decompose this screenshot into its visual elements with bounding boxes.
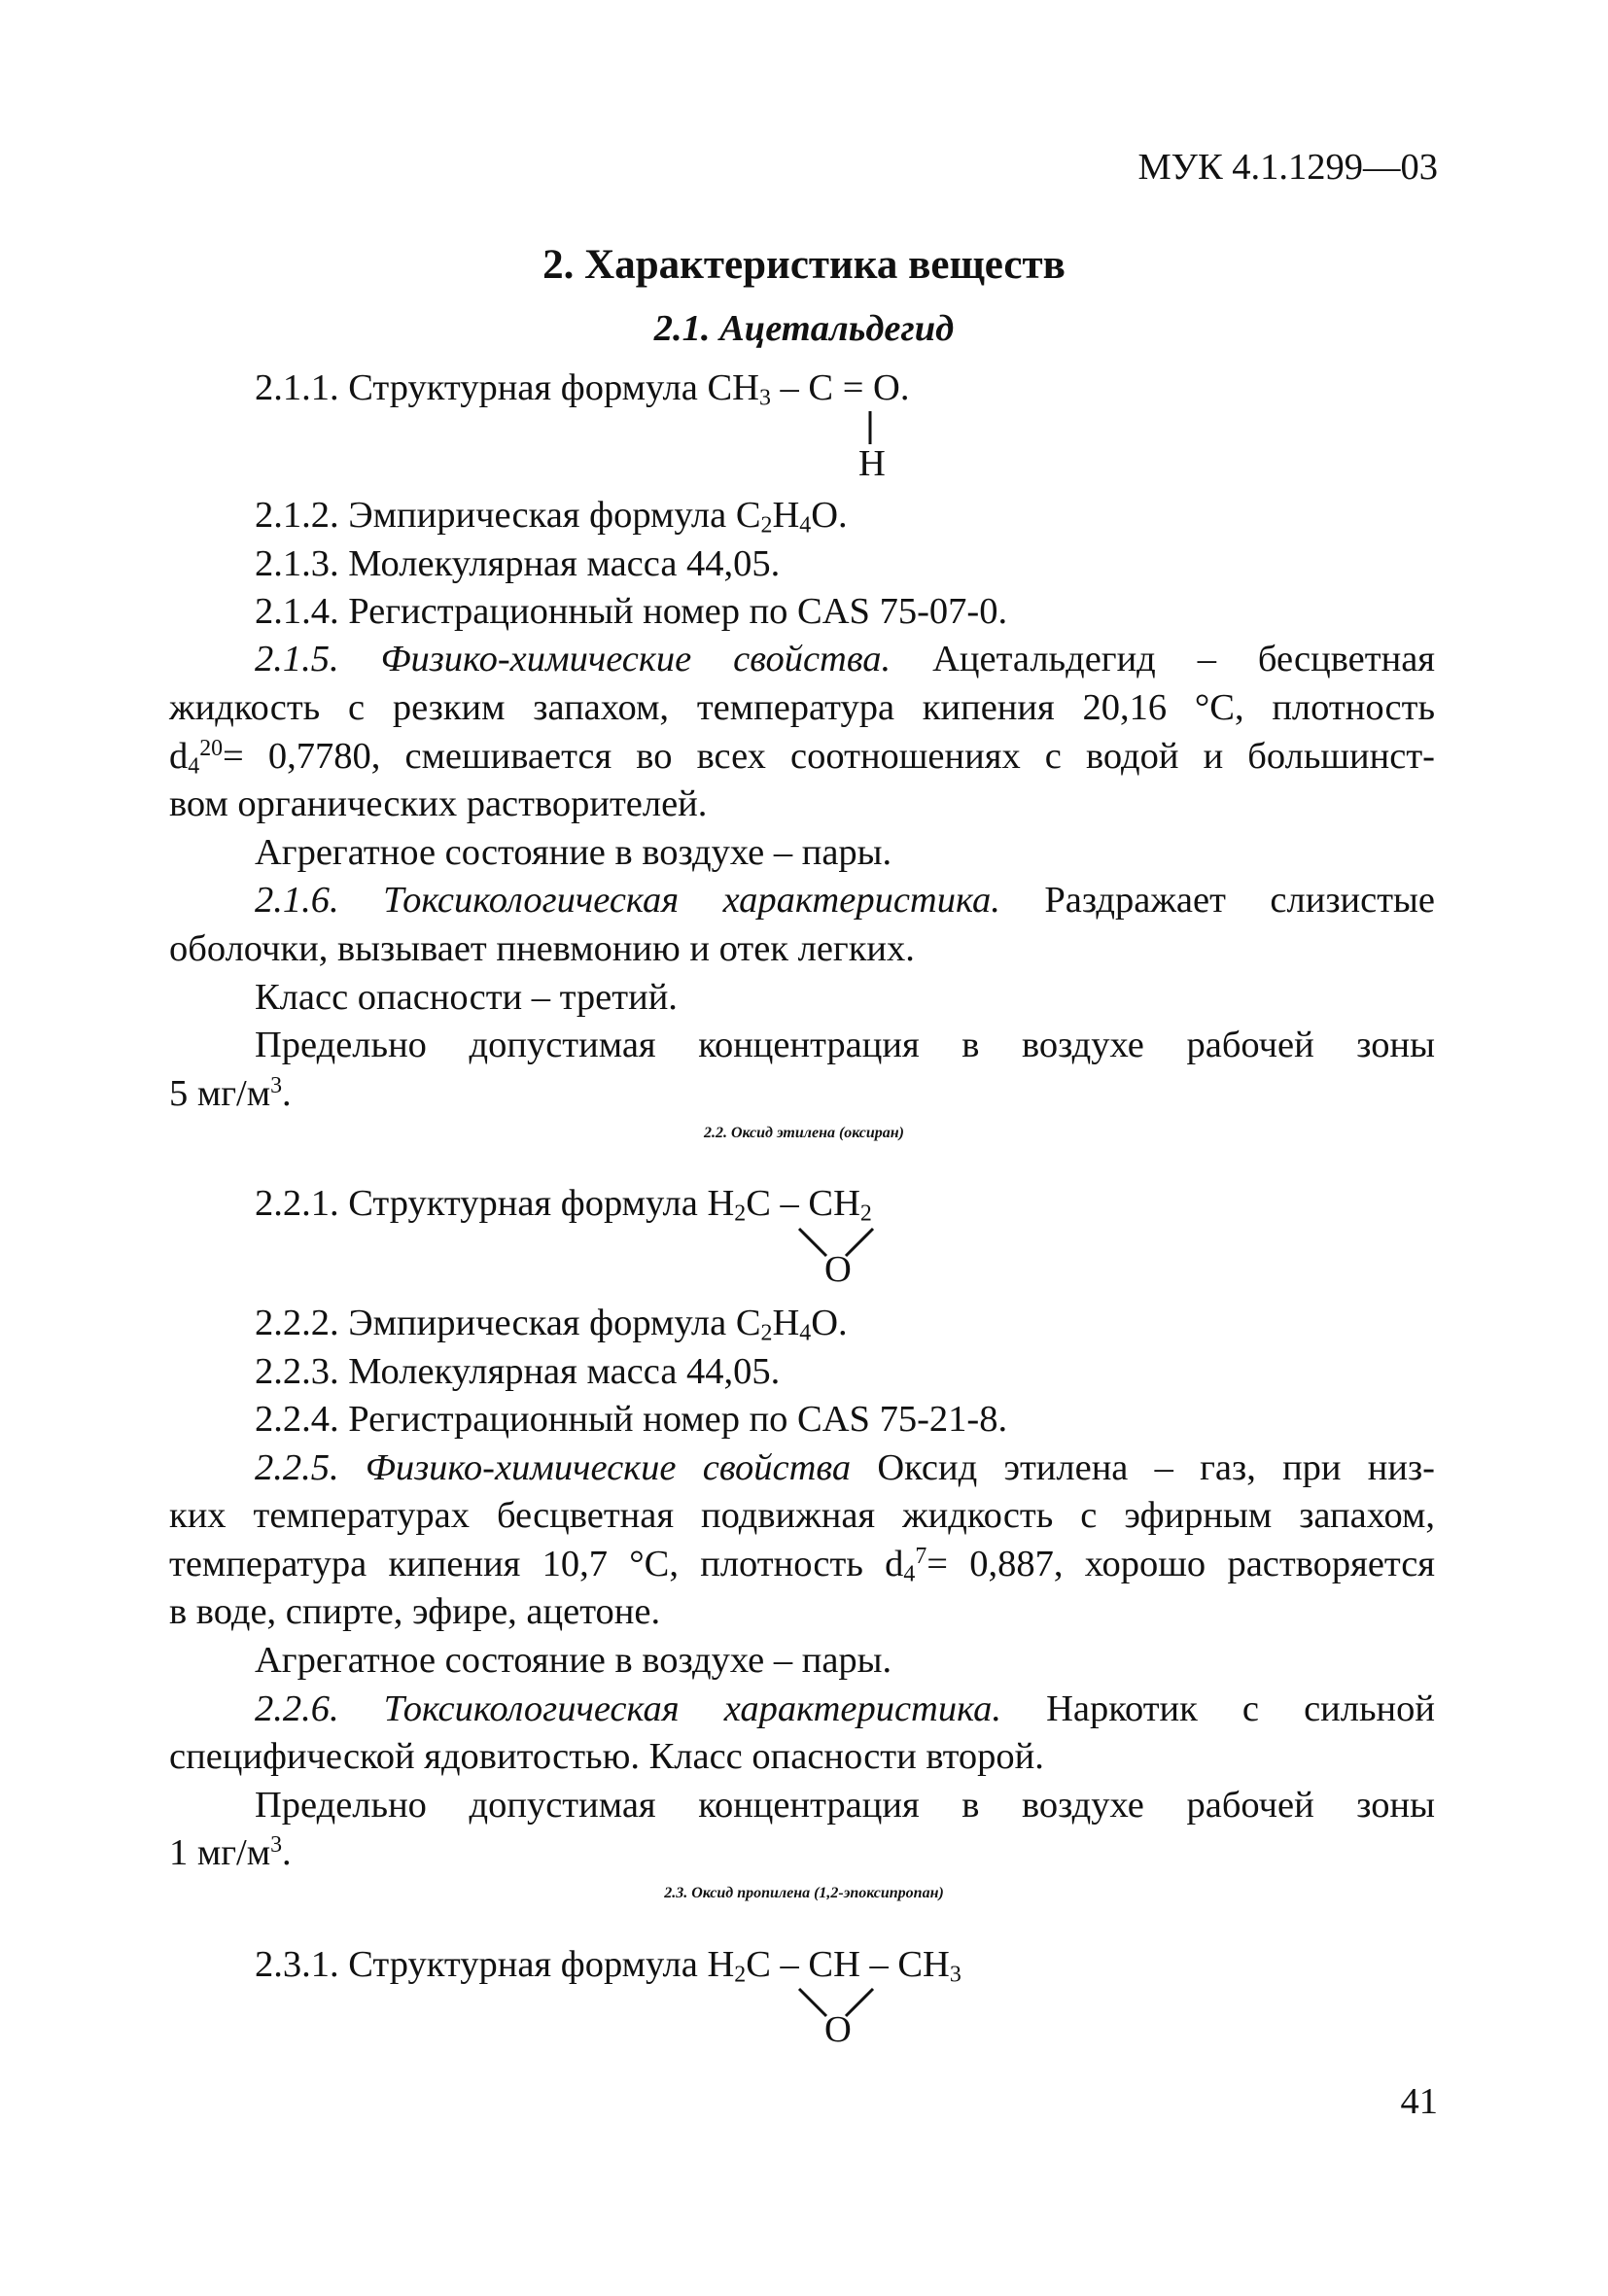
max-concentration-line: Предельно допустимая концентрация в воздухе рабочей зоны — [255, 1025, 1435, 1065]
physchem-paragraph-line: 2.2.5. Физико-химические свойства Оксид этилена – газ, при низ- — [255, 1447, 1435, 1488]
structural-formula-label: 2.1.1. Структурная формула $CH_3 - C = O$. — [255, 367, 910, 411]
max-concentration-value: 1 $мг/м^3$. — [169, 1831, 292, 1873]
molecular-mass-line: 2.1.3. Молекулярная масса 44,05. — [255, 543, 781, 584]
page-number: 41 — [1400, 2081, 1438, 2122]
formula-ethylene-oxide: $H_2C - CH_2$ — [707, 1183, 872, 1227]
formula-acetaldehyde: $CH_3 - C = O$. — [707, 367, 910, 411]
physchem-paragraph-line: температура кипения 10,7 °C, плотность $d_4^7= 0,887$, хорошо растворяется — [169, 1543, 1435, 1587]
physchem-paragraph-line: ких температурах бесцветная подвижная жидкость с эфирным запахом, — [169, 1495, 1435, 1536]
subsection-title-propylene-oxide: 2.3. Оксид пропилена (1,2-эпоксипропан) — [664, 1885, 944, 1901]
formula-oxygen: O — [824, 2009, 852, 2050]
formula-hydrogen: H — [858, 443, 886, 484]
formula-oxygen: O — [824, 1249, 852, 1290]
cas-number-line: 2.1.4. Регистрационный номер по CAS 75-07-0. — [255, 591, 1008, 632]
vertical-bond — [868, 411, 872, 444]
empirical-formula-line: 2.2.2. Эмпирическая формула $C_2H_4O$. — [255, 1303, 848, 1346]
aggregate-state-line: Агрегатное состояние в воздухе – пары. — [255, 1640, 892, 1681]
aggregate-state-line: Агрегатное состояние в воздухе – пары. — [255, 832, 892, 873]
structural-formula-label: 2.2.1. Структурная формула $H_2C - CH_2$ — [255, 1183, 872, 1227]
physchem-paragraph-line: 2.1.5. Физико-химические свойства. Ацетальдегид – бесцветная — [255, 639, 1436, 679]
section-title: 2. Характеристика веществ — [542, 242, 1066, 288]
max-concentration-line: Предельно допустимая концентрация в воздухе рабочей зоны — [255, 1785, 1435, 1826]
toxicology-paragraph-line: специфической ядовитостью. Класс опасности второй. — [169, 1736, 1044, 1777]
formula-propylene-oxide: $H_2C$ – CH – $CH_3$ — [707, 1944, 961, 1988]
max-concentration-value: 5 $мг/м^3$. — [169, 1072, 292, 1114]
physchem-paragraph-line: $d_4^{20}= 0,7780$, смешивается во всех соотношениях с водой и большинст- — [169, 735, 1435, 780]
subsection-title-ethylene-oxide: 2.2. Оксид этилена (оксиран) — [704, 1125, 904, 1141]
physchem-paragraph-line: жидкость с резким запахом, температура кипения 20,16 °C, плотность — [169, 687, 1435, 728]
molecular-mass-line: 2.2.3. Молекулярная масса 44,05. — [255, 1351, 781, 1392]
physchem-paragraph-line: вом органических растворителей. — [169, 783, 708, 824]
toxicology-paragraph-line: 2.1.6. Токсикологическая характеристика. Раздражает слизистые — [255, 880, 1436, 921]
hazard-class-line: Класс опасности – третий. — [255, 977, 678, 1018]
cas-number-line: 2.2.4. Регистрационный номер по CAS 75-21-8. — [255, 1399, 1008, 1440]
empirical-formula-line: 2.1.2. Эмпирическая формула $C_2H_4O$. — [255, 495, 848, 539]
toxicology-paragraph-line: 2.2.6. Токсикологическая характеристика. Наркотик с сильной — [255, 1688, 1435, 1729]
subsection-title-acetaldehyde: 2.1. Ацетальдегид — [653, 308, 955, 349]
structural-formula-label: 2.3.1. Структурная формула $H_2C$ – CH – $CH_3$ — [255, 1944, 961, 1988]
document-code: МУК 4.1.1299—03 — [1137, 147, 1438, 188]
physchem-paragraph-line: в воде, спирте, эфире, ацетоне. — [169, 1591, 661, 1632]
toxicology-paragraph-line: оболочки, вызывает пневмонию и отек легких. — [169, 928, 915, 969]
